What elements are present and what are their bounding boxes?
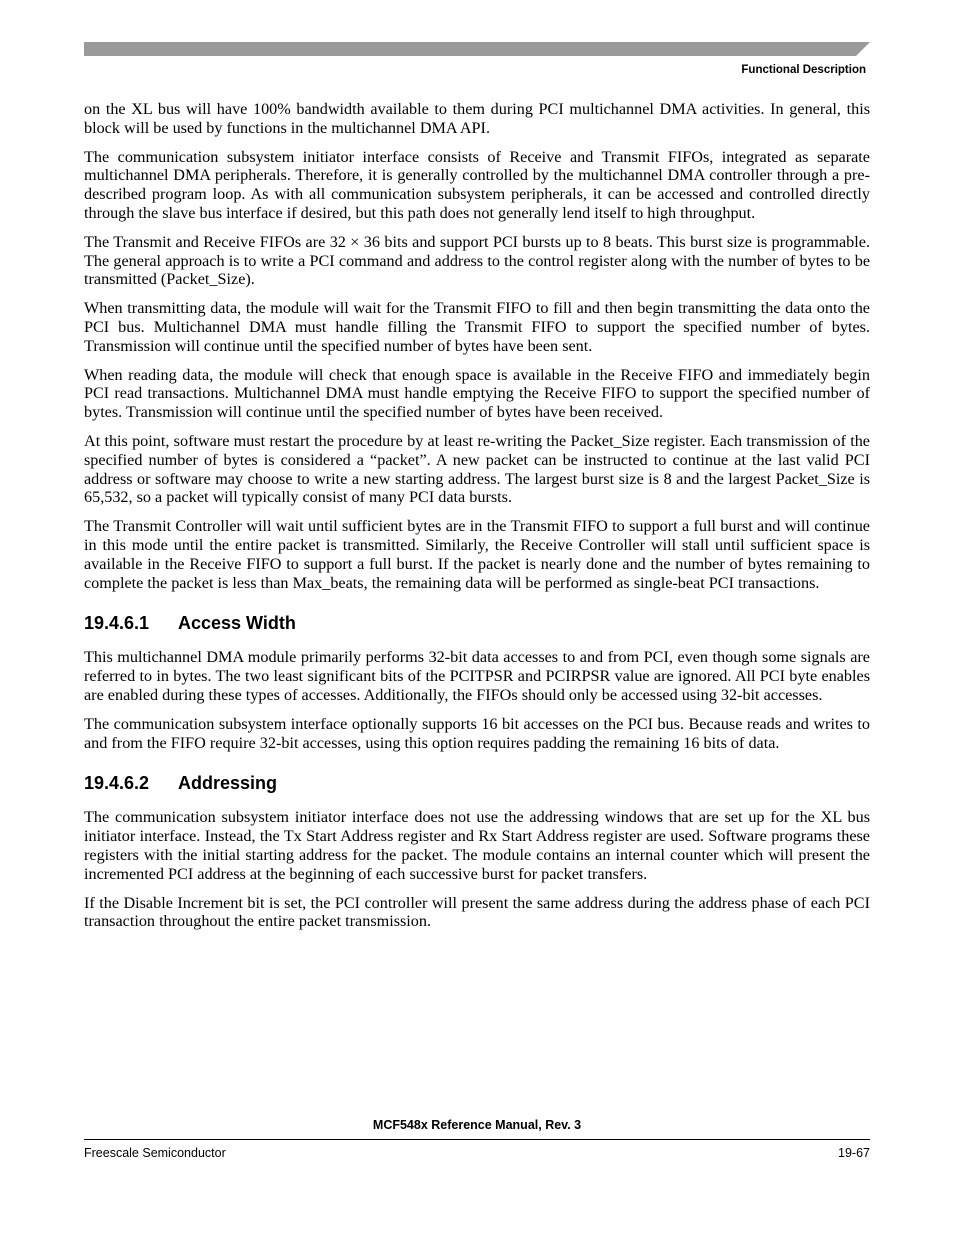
paragraph: The Transmit and Receive FIFOs are 32 × 36 bits and support PCI bursts up to 8 beats. This burst size is programmable. The general approach is to write a PCI command and address to the control register along with the number of bytes to be transmitted (Packet_Size). [84, 232, 870, 289]
paragraph: If the Disable Increment bit is set, the PCI controller will present the same address during the address phase of each PCI transaction throughout the entire packet transmission. [84, 893, 870, 931]
section-number: 19.4.6.1 [84, 613, 150, 634]
footer-company: Freescale Semiconductor [84, 1146, 226, 1160]
section-title: Access Width [178, 613, 296, 634]
paragraph: When transmitting data, the module will wait for the Transmit FIFO to fill and then begin transmitting the data onto the PCI bus. Multichannel DMA must handle filling the Transmit FIFO to support the specified number of bytes. Transmission will continue until the specified number of bytes have been sent. [84, 299, 870, 355]
header-bar-shape [84, 42, 870, 56]
section-heading-access-width [84, 612, 870, 634]
paragraph: At this point, software must restart the procedure by at least re-writing the Packet_Size register. Each transmission of the specified number of bytes is considered a “packet”. A new packet can be instructed to continue at the last valid PCI address or software may choose to write a new starting address. The largest burst size is 8 and the largest Packet_Size is 65,532, so a packet will typically consist of many PCI data bursts. [84, 431, 870, 507]
footer-divider [84, 1139, 870, 1140]
paragraph: The communication subsystem initiator interface does not use the addressing windows that are set up for the XL bus initiator interface. Instead, the Tx Start Address register and Rx Start Address register are used. Software programs these registers with the initial starting address for the packet. The module contains an internal counter which will present the incremented PCI address at the beginning of each successive burst for packet transfers. [84, 808, 870, 883]
paragraph: The communication subsystem initiator interface consists of Receive and Transmit FIFOs, integrated as separate multichannel DMA peripherals. Therefore, it is generally controlled by the multichannel DMA controller through a pre-described program loop. As with all communication subsystem peripherals, it can be accessed and controlled directly through the slave bus interface if desired, but this path does not generally lend itself to high throughput. [84, 147, 870, 222]
header-bar [84, 42, 870, 56]
section-number: 19.4.6.2 [84, 773, 150, 794]
section-title: Addressing [178, 773, 278, 794]
paragraph: The Transmit Controller will wait until sufficient bytes are in the Transmit FIFO to support a full burst and will continue in this mode until the entire packet is transmitted. Similarly, the Receive Controller will stall until sufficient space is available in the Receive FIFO to support a full burst. If the packet is nearly done and the number of bytes remaining to complete the packet is less than Max_beats, the remaining data will be performed as single-beat PCI transactions. [84, 517, 870, 592]
page-number: 19-67 [838, 1146, 870, 1160]
running-header: Functional Description [741, 64, 866, 76]
paragraph: This multichannel DMA module primarily performs 32-bit data accesses to and from PCI, even though some signals are referred to in bytes. The two least significant bits of the PCITPSR and PCIRPSR value are ignored. All PCI byte enables are enabled during these types of accesses. Additionally, the FIFOs should only be accessed using 32-bit accesses. [84, 648, 870, 704]
section-heading-addressing [84, 772, 870, 794]
footer-manual-title: MCF548x Reference Manual, Rev. 3 [372, 1118, 582, 1132]
page-body [84, 100, 870, 941]
paragraph: The communication subsystem interface optionally supports 16 bit accesses on the PCI bus. Because reads and writes to and from the FIFO require 32-bit accesses, using this option requires padding the remaining 16 bits of data. [84, 714, 870, 752]
paragraph: on the XL bus will have 100% bandwidth available to them during PCI multichannel DMA activities. In general, this block will be used by functions in the multichannel DMA API. [84, 100, 870, 137]
paragraph: When reading data, the module will check that enough space is available in the Receive FIFO and immediately begin PCI read transactions. Multichannel DMA must handle emptying the Receive FIFO to support the specified number of bytes. Transmission will continue until the specified number of bytes have been received. [84, 365, 870, 422]
